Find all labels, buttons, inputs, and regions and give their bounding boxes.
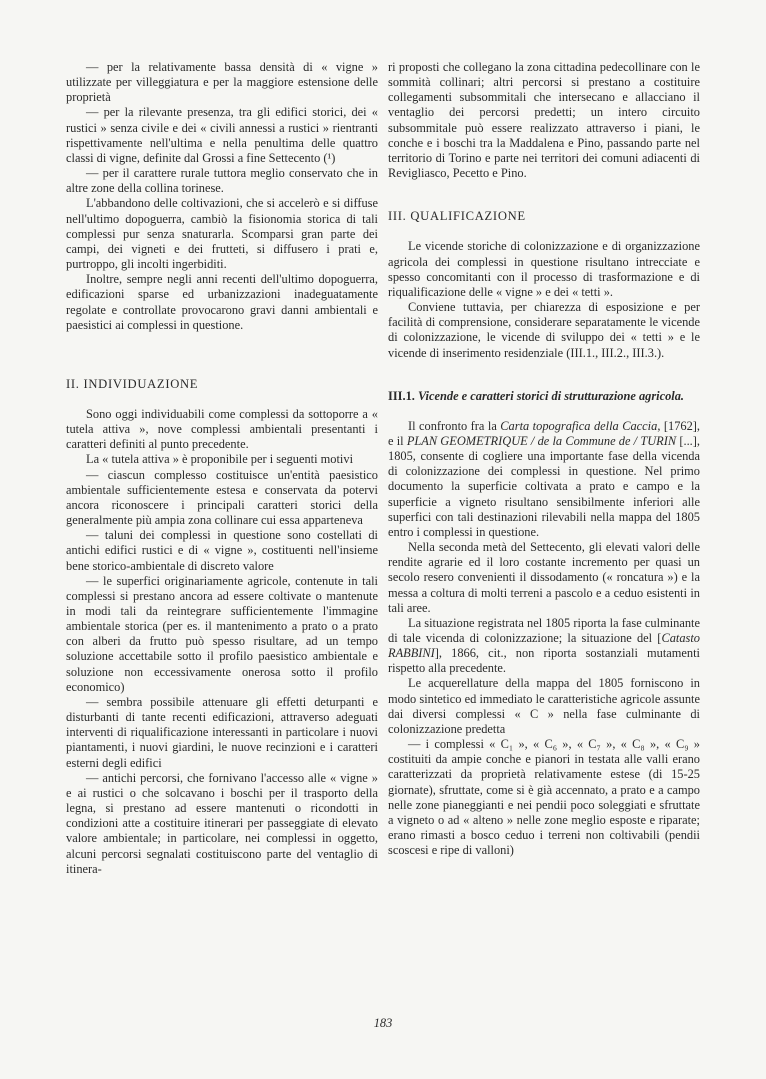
- paragraph: [388, 616, 700, 677]
- right-column: [388, 60, 700, 858]
- paragraph: — taluni dei complessi in questione sono costellati di antichi edifici rustici e di « vigne », costituenti nell'insieme bene storico-ambientale di discreto valore: [66, 528, 378, 573]
- paragraph-text: [...], 1805, consente di cogliere una importante fase della vicenda di colonizzazione dei complessi in questione. Nel primo documento la superficie coltivata a prato e campo e la superficie a vigneto risultano sensibilmente inferiori alle superfici con tali destinazioni rilevabili nella mappa del 1805 entro i complessi in questione.: [388, 433, 700, 539]
- paragraph: La « tutela attiva » è proponibile per i seguenti motivi: [86, 452, 354, 467]
- paragraph: Sono oggi individuabili come complessi da sottoporre a « tutela attiva », nove complessi ambientali presentanti i caratteri definiti al punto precedente.: [66, 406, 378, 452]
- paragraph: — sembra possibile attenuare gli effetti deturpanti e disturbanti di tante recenti edificazioni, attraverso adeguati interventi di riqualificazione interessanti in particolare i nuovi piantamenti, i nuovi giardini, le nuove recinzioni e i caratteri esterni degli edifici: [66, 694, 378, 770]
- subsection-heading: [388, 389, 700, 404]
- paragraph: ri proposti che collegano la zona cittadina pedecollinare con le sommità collinari; altri percorsi si prestano a costituire collegamenti subsommitali che intersecano e allacciano il ventaglio dei percorsi predetti; un intero circuito subsommitale può essere realizzato attraverso i piani, le conche e i boschi tra la Maddalena e Pino, passando parte nel territorio di Torino e parte nei territori dei comuni adiacenti di Revigliasco, Pecetto e Pino.: [388, 60, 700, 181]
- paragraph: Le acquerellature della mappa del 1805 forniscono in modo sintetico ed immediato le caratteristiche agricole assunte dai diversi complessi « C » nella fase culminante di colonizzazione predetta: [388, 676, 700, 736]
- citation-catasto: Catasto RABBINI: [388, 631, 700, 661]
- paragraph: [66, 105, 378, 166]
- left-column: [66, 60, 378, 877]
- paragraph: Nella seconda metà del Settecento, gli elevati valori delle rendite agrarie ed il loro costante incremento per quasi un secolo resero convenienti il dissodamento (« roncatura ») e la messa a coltura di molti terreni a pascolo e a ceduo esistenti in tali aree.: [388, 540, 700, 615]
- paragraph: — per la relativamente bassa densità di « vigne » utilizzate per villeggiatura e per la maggiore estensione delle proprietà: [66, 60, 378, 105]
- paragraph: — le superfici originariamente agricole, contenute in tali complessi si prestano ancora ad essere coltivate o mantenute in modi tali da reintegrare sufficientemente l'immagine ambientale storica (per es. il mantenimento a prato o a prato con alberi da frutto può spesso risultare, ad un tempo soluzione accettabile sotto il profilo paesistico ambientale e soluzione non eccessivamente onerosa sotto il profilo economico): [66, 573, 378, 694]
- paragraph: Inoltre, sempre negli anni recenti dell'ultimo dopoguerra, edificazioni sparse ed urbanizzazioni inadeguatamente regolate e controllate provocarono gravi danni ambientali e paesistici ai complessi in questione.: [66, 272, 378, 332]
- paragraph: — i complessi « C₁ », « C₆ », « C₇ », « C₈ », « C₉ » costituiti da ampie conche e pianori in testata alle valli erano caratterizzati da proprietà relativamente estese (di 15-25 giornate), sfruttate, come si è già accennato, a prato e a campo nelle zone pianeggianti e nei pendii poco soleggiati e sfruttate a vigneto o ad « alteno » nelle zone meglio esposte e riparate; erano rimasti a bosco ceduo i terreni non coltivabili (pendii scoscesi e ripe di valloni): [388, 737, 700, 858]
- subsection-number: III.1.: [388, 388, 415, 403]
- paragraph: Le vicende storiche di colonizzazione e di organizzazione agricola dei complessi in questione risultano intrecciate e spesso concomitanti con il processo di trasformazione e di riqualificazione delle « vigne » e dei « tetti ».: [388, 239, 700, 299]
- paragraph: L'abbandono delle coltivazioni, che si accelerò e si diffuse nell'ultimo dopoguerra, cambiò la fisionomia storica di tali complessi pur senza snaturarla. Scomparsi gran parte dei campi, dei vigneti e dei frutteti, si diffusero i prati e, purtroppo, gli incolti ingerbiditi.: [66, 196, 378, 272]
- paragraph-text: , [1762], e il: [388, 418, 701, 448]
- paragraph-text: Il confronto fra la: [408, 418, 497, 433]
- page-number: 183: [373, 1016, 393, 1030]
- paragraph-text: ], 1866, cit., non riporta sostanziali mutamenti rispetto alla precedente.: [388, 646, 700, 676]
- paragraph-text: La situazione registrata nel 1805 riporta la fase culminante di tale vicenda di colonizzazione; la situazione del [: [388, 615, 700, 645]
- paragraph: — per il carattere rurale tuttora meglio conservato che in altre zone della collina torinese.: [66, 166, 378, 196]
- subsection-title: Vicende e caratteri storici di strutturazione agricola.: [417, 388, 685, 403]
- paragraph: — ciascun complesso costituisce un'entità paesistico ambientale sufficientemente estesa e conservata da potervi ancora riconoscere i principali caratteri storici della generalmente più ampia zona collinare cui essa appartenevа: [66, 467, 378, 528]
- paragraph-text: — per la rilevante presenza, tra gli edifici storici, dei « rustici » senza civile e dei « civili annessi a rustici » rientranti rispettivamente nell'ultima e nella penultima delle quattro classi di vigne, definite dal Grossi a fine Settecento: [66, 105, 378, 165]
- citation-plan: PLAN GEOMETRIQUE / de la Commune de / TURIN: [406, 433, 677, 448]
- section-heading: II. INDIVIDUAZIONE: [66, 376, 199, 391]
- citation-carta: Carta topografica della Caccia: [500, 418, 658, 433]
- footnote-ref: (¹): [323, 150, 336, 165]
- paragraph: Conviene tuttavia, per chiarezza di esposizione e per facilità di comprensione, considerare separatamente le vicende di colonizzazione, le vicende di sviluppo dei « tetti » e le vicende di inserimento residenziale (III.1., III.2., III.3.).: [388, 300, 700, 360]
- section-heading: III. QUALIFICAZIONE: [388, 209, 526, 224]
- paragraph: — antichi percorsi, che fornivano l'accesso alle « vigne » e ai rustici o che solcavano i boschi per il trasporto della legna, si prestano ad essere mantenuti o ricondotti in condizioni atte a costituire itinerari per passeggiate di elevato valore ambientale; in particolare, nei complessi in oggetto, alcuni percorsi segnalati costituiscono parte del ventaglio di itinera-: [66, 770, 378, 876]
- paragraph: [388, 419, 700, 540]
